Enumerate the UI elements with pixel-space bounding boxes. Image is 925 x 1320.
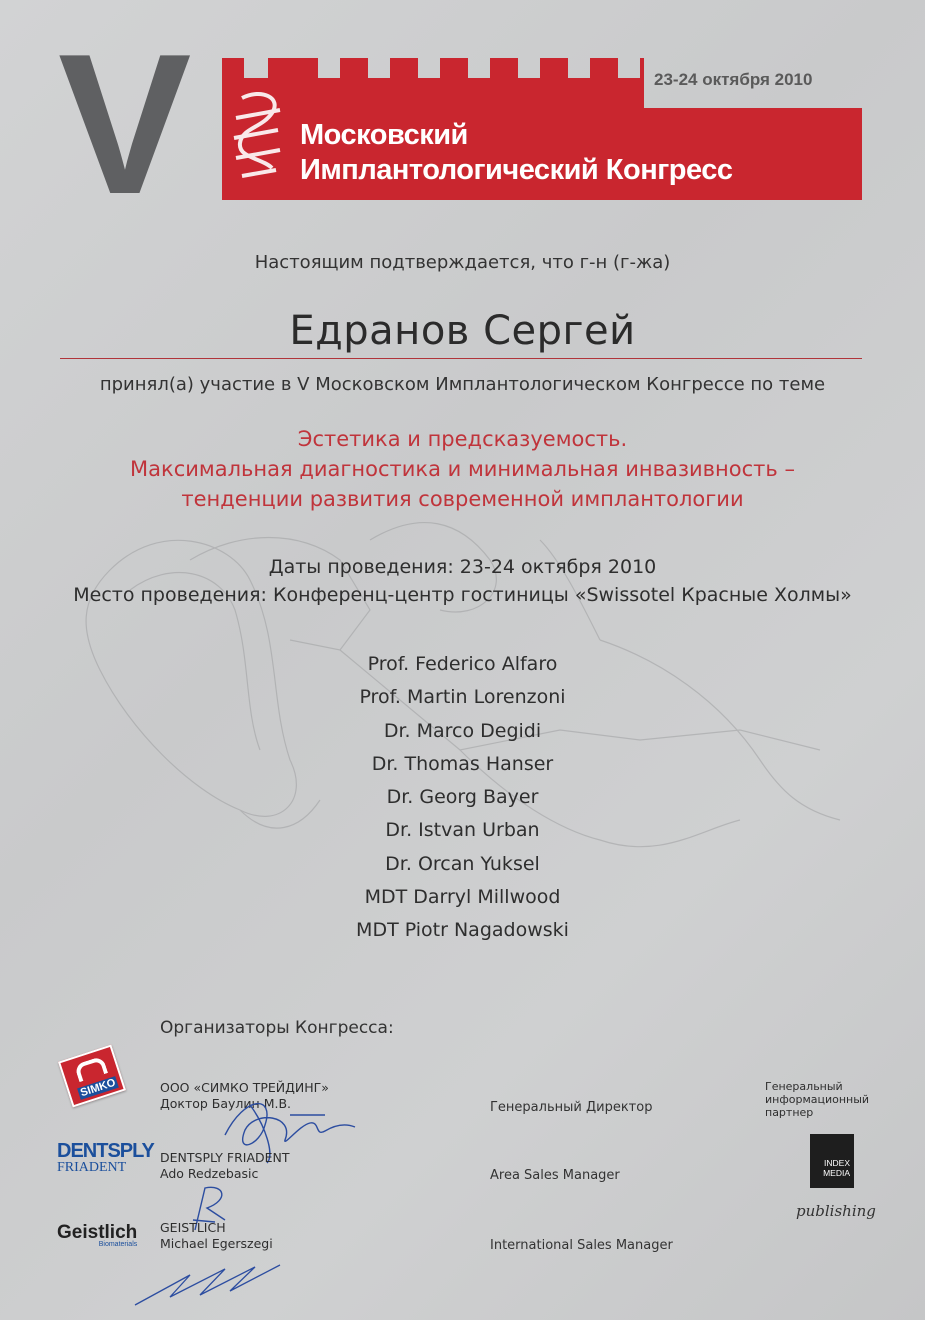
event-dates: Даты проведения: 23-24 октября 2010 (268, 556, 657, 578)
geistlich-logo-main: Geistlich (57, 1222, 138, 1243)
organizer-company: GEISTLICH (160, 1220, 226, 1235)
participation-text: принял(а) участие в V Московском Имплантологическом Конгрессе по теме (99, 374, 826, 395)
congress-title-line1: Московский (300, 119, 468, 151)
speaker-name: MDT Piotr Nagadowski (356, 919, 569, 942)
partner-label-line: партнер (765, 1106, 814, 1119)
speaker-name: Dr. Georg Bayer (386, 786, 539, 809)
topic-line: Максимальная диагностика и минимальная инвазивность – (130, 457, 795, 481)
organizer-company: ООО «СИМКО ТРЕЙДИНГ» (160, 1080, 329, 1095)
name-underline (60, 358, 862, 359)
simko-logo (64, 1052, 126, 1114)
organizer-company: DENTSPLY FRIADENT (160, 1150, 290, 1165)
roman-numeral-v: V (58, 13, 188, 236)
dentsply-logo-sub: FRIADENT (57, 1160, 127, 1175)
organizer-role: International Sales Manager (490, 1238, 673, 1253)
organizer-geistlich (160, 1220, 273, 1252)
congress-title-line2: Имплантологический Конгресс (300, 154, 733, 186)
publishing-script: publishing (796, 1202, 876, 1220)
speaker-name: Dr. Marco Degidi (383, 719, 542, 742)
index-media-logo-line1: INDEX (824, 1158, 850, 1168)
simko-logo-text: SIMKO (79, 1076, 118, 1100)
speaker-name: Dr. Istvan Urban (385, 819, 540, 842)
organizer-person: Michael Egerszegi (160, 1236, 273, 1251)
signature-egerszegi (130, 1255, 290, 1315)
event-venue: Место проведения: Конференц-центр гостиницы «Swissotel Красные Холмы» (73, 584, 852, 606)
organizer-person: Доктор Баулин М.В. (160, 1096, 291, 1111)
speaker-name: Dr. Thomas Hanser (371, 752, 554, 775)
organizers-title: Организаторы Конгресса: (160, 1018, 394, 1038)
confirmation-text: Настоящим подтверждается, что г-н (г-жа) (254, 252, 671, 273)
organizer-dentsply (160, 1150, 290, 1182)
topic-line: тенденции развития современной имплантологии (181, 487, 744, 511)
organizer-person: Ado Redzebasic (160, 1166, 259, 1181)
index-media-logo-line2: MEDIA (823, 1168, 850, 1178)
congress-topic (0, 424, 925, 514)
speaker-name: Dr. Orcan Yuksel (385, 852, 540, 875)
speaker-name: Prof. Federico Alfaro (367, 653, 558, 675)
dentsply-logo (57, 1140, 154, 1176)
event-date-header: 23-24 октября 2010 (654, 70, 813, 89)
geistlich-logo-sub: Biomaterials (98, 1241, 138, 1248)
partner-label-line: Генеральный (765, 1080, 843, 1093)
partner-label-line: информационный (765, 1093, 870, 1106)
organizer-role: Area Sales Manager (490, 1168, 620, 1183)
speaker-list (0, 648, 925, 948)
dentsply-logo-main: DENTSPLY (57, 1140, 154, 1162)
organizer-role: Генеральный Директор (490, 1100, 653, 1115)
congress-title (300, 118, 733, 188)
geistlich-logo (57, 1222, 137, 1248)
partner-label (765, 1080, 869, 1119)
topic-line: Эстетика и предсказуемость. (297, 427, 628, 451)
speaker-name: MDT Darryl Millwood (364, 886, 561, 909)
speaker-name: Prof. Martin Lorenzoni (359, 686, 566, 709)
index-media-logo (810, 1134, 854, 1188)
participant-name: Едранов Сергей (289, 308, 636, 354)
